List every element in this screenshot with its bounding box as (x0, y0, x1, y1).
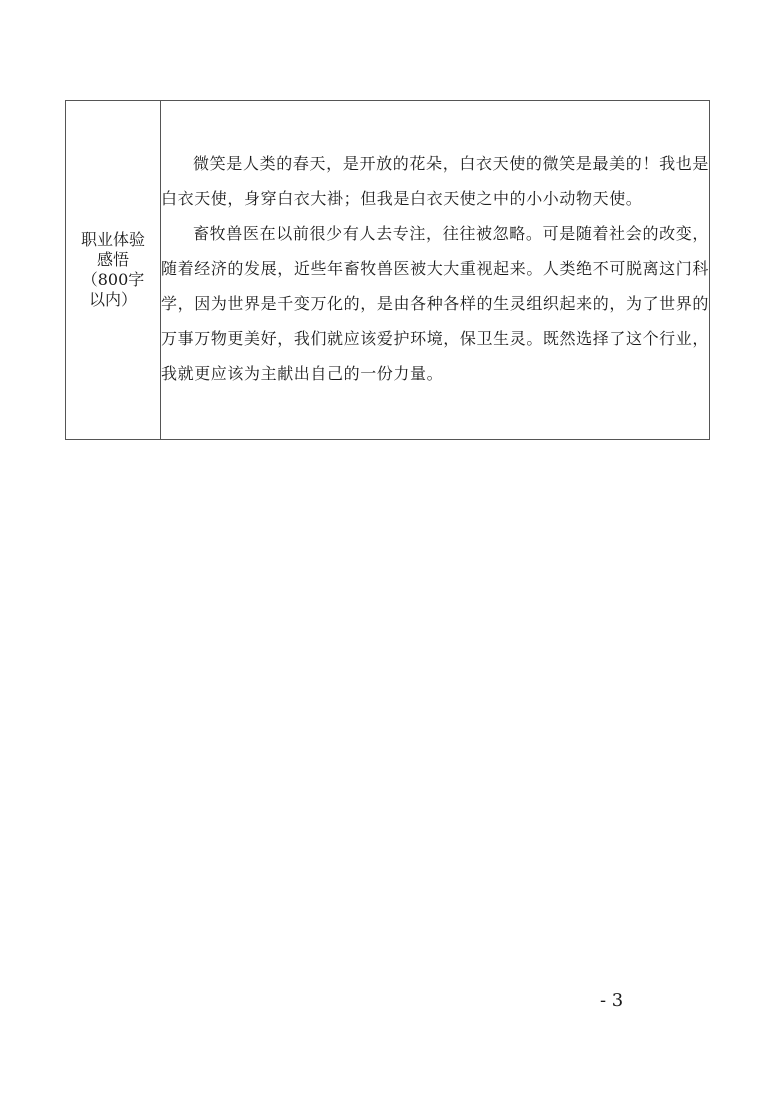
label-cell (66, 101, 161, 440)
experience-table (65, 100, 710, 440)
page-number: - 3 (600, 990, 624, 1011)
paragraph-1: 微笑是人类的春天，是开放的花朵，白衣天使的微笑是最美的！我也是白衣天使，身穿白衣大褂；但我是白衣天使之中的小小动物天使。 (161, 154, 709, 208)
paragraph-2: 畜牧兽医在以前很少有人去专注，往往被忽略。可是随着社会的改变，随着经济的发展，近些年畜牧兽医被大大重视起来。人类绝不可脱离这门科学，因为世界是千变万化的，是由各种各样的生灵组织起来的，为了世界的万事万物更美好，我们就应该爱护环境，保卫生灵。既然选择了这个行业，我就更应该为主献出自己的一份力量。 (161, 224, 709, 383)
table-row (66, 101, 710, 440)
content-cell (161, 101, 710, 440)
row-label: 职业体验感悟（800字以内） (80, 230, 145, 309)
